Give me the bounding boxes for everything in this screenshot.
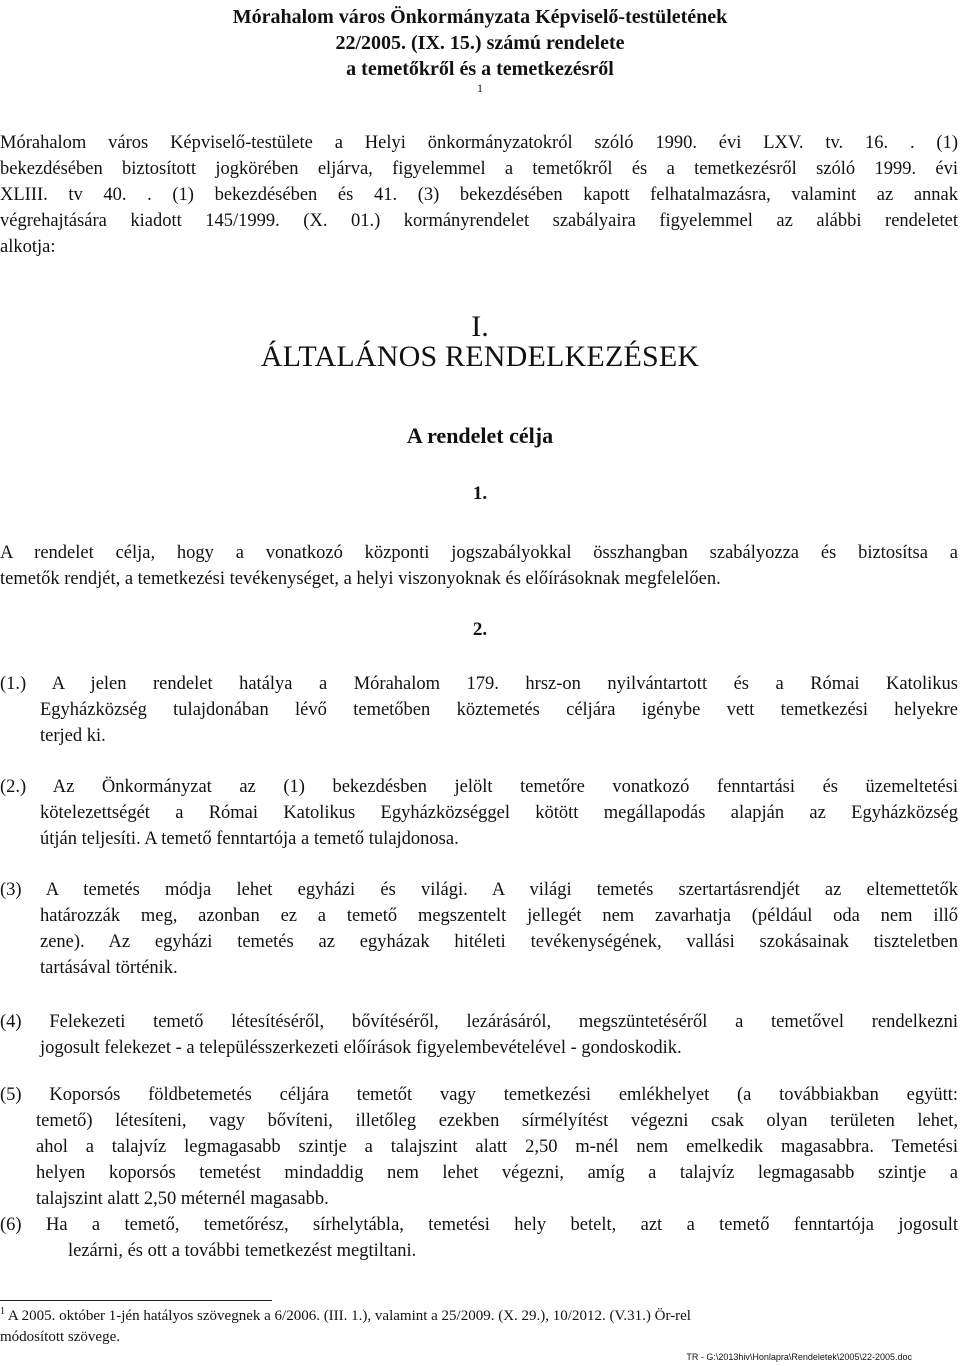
preamble-line: alkotja: <box>0 237 56 257</box>
footnote-line-1 <box>0 1306 960 1327</box>
item-line <box>0 774 958 800</box>
document-title-line-3: a temetőkről és a temetkezésről <box>346 58 614 80</box>
item-line: határozzák meg, azonban ez a temető megszentelt jellegét nem zavarhatja (például oda nem illő <box>40 906 958 926</box>
item-line <box>0 1082 958 1108</box>
chapter-number: I. <box>471 310 489 343</box>
item-line: zene). Az egyházi temetés az egyházak hitéleti tevékenységének, vallási szokásainak tiszteletben <box>40 932 958 952</box>
item-line: talajszint alatt 2,50 méternél magasabb. <box>36 1189 329 1209</box>
item-text: Koporsós földbetemetés céljára temetőt vagy temetkezési emlékhelyet (a továbbiakban együtt: <box>49 1085 958 1105</box>
footnote <box>0 1306 960 1348</box>
item-line: kötelezettségét a Római Katolikus Egyházközséggel kötött megállapodás alapján az Egyházközség <box>40 803 958 823</box>
section-2-number <box>0 619 960 641</box>
item-line: jogosult felekezet - a településszerkezeti előírások figyelembevételével - gondoskodik. <box>40 1038 682 1058</box>
item-number: (2.) <box>0 777 27 797</box>
document-title-line-2: 22/2005. (IX. 15.) számú rendelete <box>335 32 625 54</box>
section-1-line: A rendelet célja, hogy a vonatkozó központi jogszabályokkal összhangban szabályozza és biztosítsa a <box>0 543 958 563</box>
footnote-reference <box>0 80 960 96</box>
item-line: útján teljesíti. A temető fenntartója a temető tulajdonosa. <box>40 829 459 849</box>
section-1-line: temetők rendjét, a temetkezési tevékenységet, a helyi viszonyoknak és előírásoknak megfelelően. <box>0 569 721 589</box>
section-1-number <box>0 483 960 505</box>
item-line: ahol a talajvíz legmagasabb szintje a talajszint alatt 2,50 m-nél nem emelkedik magasabbra. Temetési <box>36 1137 958 1157</box>
document-title-line-1: Mórahalom város Önkormányzata Képviselő-testületének <box>232 6 728 28</box>
footnote-reference-marker: 1 <box>477 81 483 95</box>
item-line: Egyházközség tulajdonában lévő temetőben köztemetés céljára igénybe vett temetkezési helyekre <box>40 700 958 720</box>
footnote-separator <box>0 1300 272 1301</box>
item-line <box>0 1212 958 1238</box>
section-2-number-text: 2. <box>472 619 488 640</box>
footnote-line-2: módosított szövege. <box>0 1329 120 1345</box>
item-number: (6) <box>0 1215 22 1235</box>
item-number: (5) <box>0 1085 22 1105</box>
item-text: Az Önkormányzat az (1) bekezdésben jelölt temetőre vonatkozó fenntartási és üzemeltetési <box>52 777 958 797</box>
item-line <box>0 1009 958 1035</box>
file-path-footer: TR - G:\2013hiv\Honlapra\Rendeletek\2005\22-2005.doc <box>686 1352 912 1362</box>
preamble-line: Mórahalom város Képviselő-testülete a Helyi önkormányzatokról szóló 1990. évi LXV. tv. 16. . (1) <box>0 133 958 153</box>
section-1-text <box>0 540 958 592</box>
item-number: (4) <box>0 1012 22 1032</box>
footnote-text-1: A 2005. október 1-jén hatályos szövegnek a 6/2006. (III. 1.), valamint a 25/2009. (X. 29.), 10/2012. (V.31.) Ör-rel <box>5 1308 691 1324</box>
section-1-number-text: 1. <box>472 483 488 504</box>
item-line: terjed ki. <box>40 726 106 746</box>
item-line: lezárni, és ott a további temetkezést megtiltani. <box>68 1241 417 1261</box>
preamble-line: végrehajtására kiadott 145/1999. (X. 01.) kormányrendelet szabályaira figyelemmel az alábbi rendeletet <box>0 211 958 231</box>
item-line: helyen koporsós temetést mindaddig nem lehet végezni, amíg a talajvíz legmagasabb szintje a <box>36 1163 958 1183</box>
item-line <box>0 671 958 697</box>
item-line <box>0 877 958 903</box>
item-number: (1.) <box>0 674 27 694</box>
item-text: Felekezeti temető létesítéséről, bővítéséről, lezárásáról, megszüntetéséről a temetővel rendelkezni <box>49 1012 959 1032</box>
preamble-line: XLIII. tv 40. . (1) bekezdésében és 41. (3) bekezdésében kapott felhatalmazásra, valamint az annak <box>0 185 958 205</box>
item-text: Ha a temető, temetőrész, sírhelytábla, temetési hely betelt, azt a temető fenntartója jogosult <box>45 1215 959 1235</box>
item-line: temető) létesíteni, vagy bővíteni, illetőleg ezekben sírmélyítést végezni csak olyan területen lehet, <box>36 1111 958 1131</box>
preamble <box>0 130 958 260</box>
chapter-title: ÁLTALÁNOS RENDELKEZÉSEK <box>260 340 700 373</box>
item-text: A jelen rendelet hatálya a Mórahalom 179. hrsz-on nyilvántartott és a Római Katolikus <box>51 674 958 694</box>
section-title: A rendelet célja <box>406 423 554 448</box>
item-number: (3) <box>0 880 22 900</box>
item-text: A temetés módja lehet egyházi és világi. A világi temetés szertartásrendjét az eltemettetők <box>45 880 958 900</box>
preamble-line: bekezdésében biztosított jogkörében eljárva, figyelemmel a temetőkről és a temetkezésről szóló 1999. évi <box>0 159 958 179</box>
footnote-marker: 1 <box>0 1306 5 1317</box>
item-line: tartásával történik. <box>40 958 178 978</box>
